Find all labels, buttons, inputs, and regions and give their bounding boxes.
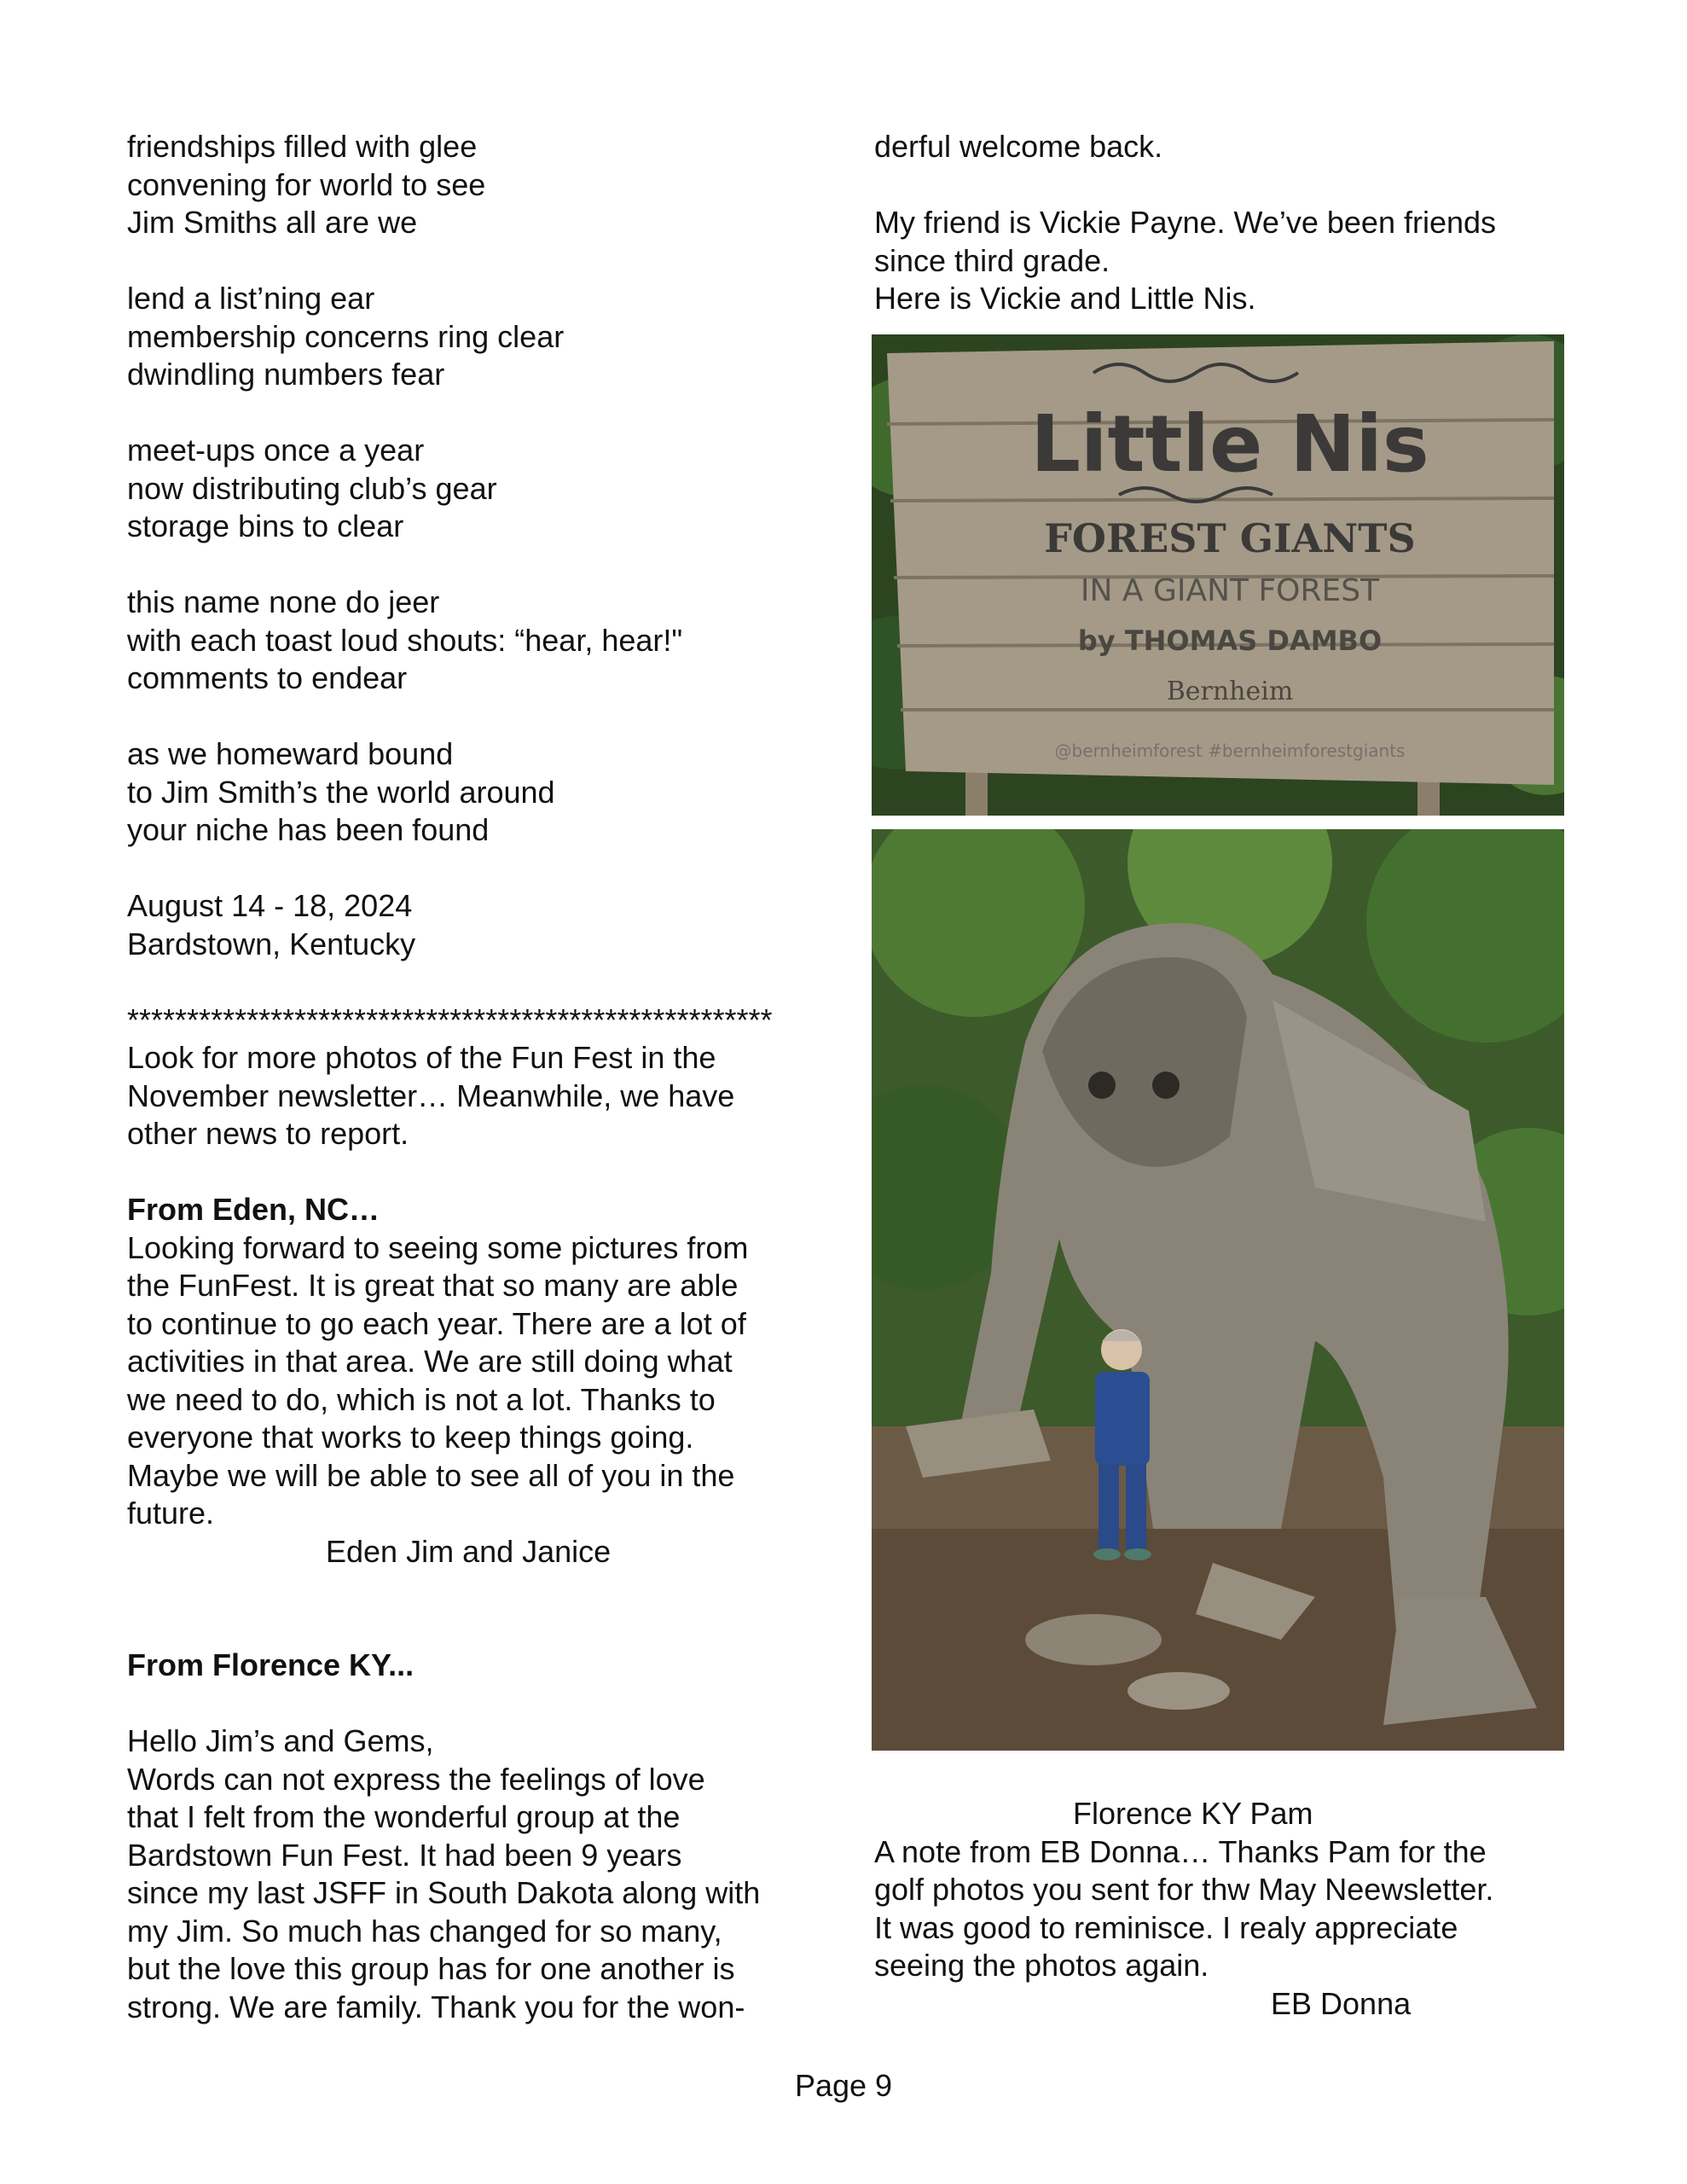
eden-line: the FunFest. It is great that so many are able	[127, 1268, 739, 1303]
intro-line: Look for more photos of the Fun Fest in the	[127, 1040, 716, 1075]
event-date: August 14 - 18, 2024	[127, 888, 413, 923]
continuation-text: derful welcome back.	[874, 129, 1163, 164]
forest-giant-photo	[872, 829, 1564, 1751]
friend-line: since third grade.	[874, 242, 1110, 278]
sign-org: Bernheim	[1166, 677, 1294, 706]
eden-heading: From Eden, NC…	[127, 1192, 380, 1227]
florence-line: since my last JSFF in South Dakota along with	[127, 1875, 761, 1910]
sign-title: Little Nis	[1030, 398, 1429, 490]
right-column	[874, 128, 1574, 318]
note-line: It was good to reminisce. I realy appreciate	[874, 1909, 1458, 1945]
eden-line: to continue to go each year. There are a lot of	[127, 1305, 746, 1341]
florence-heading: From Florence KY...	[127, 1647, 415, 1682]
sign-tagline: IN A GIANT FOREST	[1080, 573, 1380, 608]
event-location: Bardstown, Kentucky	[127, 926, 416, 961]
note-line: golf photos you sent for thw May Neewsletter.	[874, 1872, 1494, 1907]
poem-line: with each toast loud shouts: “hear, hear!"	[127, 622, 683, 658]
eden-line: Maybe we will be able to see all of you in the	[127, 1457, 735, 1493]
poem-line: dwindling numbers fear	[127, 357, 445, 392]
intro-paragraph	[127, 1039, 826, 1153]
right-bottom-text	[874, 1795, 1574, 2023]
poem-stanza-3	[127, 432, 826, 546]
poem-line: this name none do jeer	[127, 584, 440, 619]
eden-line: Looking forward to seeing some pictures from	[127, 1229, 749, 1265]
sign-illustration	[872, 334, 1564, 816]
photo-caption: Florence KY Pam	[1073, 1796, 1313, 1831]
poem-line: lend a list’ning ear	[127, 281, 375, 316]
event-info	[127, 887, 826, 963]
poem-line: to Jim Smith’s the world around	[127, 774, 555, 810]
poem-line: Jim Smiths all are we	[127, 205, 418, 240]
poem-stanza-5	[127, 735, 826, 850]
star-divider: ******************************************************	[127, 1002, 773, 1037]
poem-line: now distributing club’s gear	[127, 470, 497, 506]
florence-line: my Jim. So much has changed for so many,	[127, 1913, 722, 1949]
poem-line: membership concerns ring clear	[127, 318, 565, 354]
florence-line: Bardstown Fun Fest. It had been 9 years	[127, 1837, 682, 1873]
note-line: seeing the photos again.	[874, 1948, 1209, 1983]
intro-line: other news to report.	[127, 1116, 409, 1151]
eden-line: future.	[127, 1496, 215, 1531]
florence-letter	[127, 1761, 826, 2027]
poem-line: storage bins to clear	[127, 508, 404, 543]
eden-letter	[127, 1229, 826, 1533]
poem-line: comments to endear	[127, 660, 408, 695]
poem-stanza-4	[127, 584, 826, 698]
florence-line: Words can not express the feelings of love	[127, 1761, 705, 1797]
little-nis-sign-photo	[872, 334, 1564, 816]
friend-line: My friend is Vickie Payne. We’ve been friends	[874, 205, 1497, 240]
eden-line: everyone that works to keep things going.	[127, 1420, 694, 1455]
poem-line: meet-ups once a year	[127, 433, 425, 468]
eden-line: activities in that area. We are still doing what	[127, 1344, 733, 1379]
poem-line: as we homeward bound	[127, 736, 454, 771]
poem-stanza-2	[127, 280, 826, 394]
left-column	[127, 128, 826, 2026]
friend-line: Here is Vickie and Little Nis.	[874, 281, 1256, 316]
poem-line: your niche has been found	[127, 812, 490, 847]
page-number: Page 9	[794, 2068, 893, 2103]
poem-line: friendships filled with glee	[127, 129, 478, 164]
florence-line: but the love this group has for one another is	[127, 1951, 735, 1986]
poem-stanza-1	[127, 128, 826, 242]
florence-greeting: Hello Jim’s and Gems,	[127, 1723, 434, 1758]
eden-line: we need to do, which is not a lot. Thanks to	[127, 1381, 716, 1417]
eden-signature: Eden Jim and Janice	[326, 1533, 612, 1569]
sign-artist: by THOMAS DAMBO	[1077, 624, 1383, 657]
sign-handles: @bernheimforest #bernheimforestgiants	[1054, 741, 1406, 761]
friend-paragraph	[874, 204, 1574, 318]
eb-donna-note	[874, 1833, 1574, 1985]
note-line: A note from EB Donna… Thanks Pam for the	[874, 1833, 1487, 1869]
poem-line: convening for world to see	[127, 166, 486, 202]
sign-subtitle: FOREST GIANTS	[1044, 515, 1416, 561]
note-signature: EB Donna	[1271, 1985, 1412, 2021]
giant-illustration	[872, 829, 1564, 1751]
florence-line: strong. We are family. Thank you for the won-	[127, 1989, 745, 2024]
florence-line: that I felt from the wonderful group at the	[127, 1799, 681, 1834]
intro-line: November newsletter… Meanwhile, we have	[127, 1077, 735, 1113]
